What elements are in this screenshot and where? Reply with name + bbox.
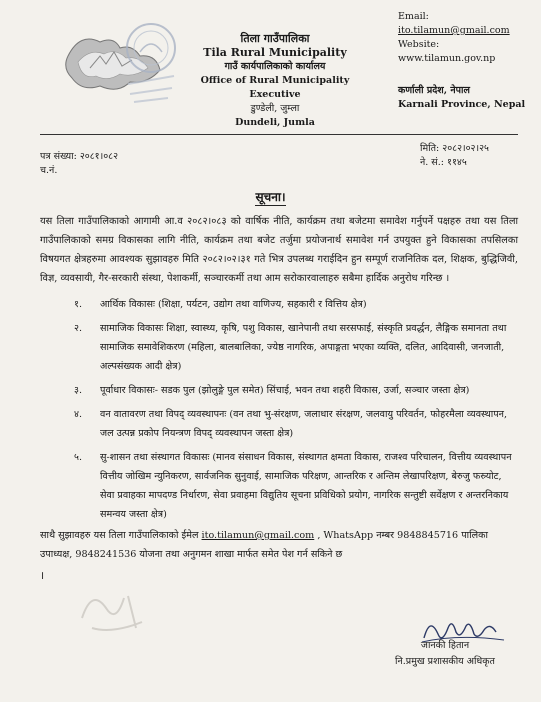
letter-number-line <box>40 150 118 164</box>
date-line <box>420 142 489 156</box>
list-item <box>74 381 514 400</box>
letterhead-contact <box>398 10 538 112</box>
list-item-text: सु-शासन तथा संस्थागत विकासः (मानव संसाधन विकास, संस्थागत क्षमता विकास, राजश्व परिचालन, वित्तीय व्यवस्थापन वित्तीय जोखिम न्युनिकरण, सार्वजनिक सुनुवाई, सामाजिक परिक्षण, आन्तरिक र अन्तिम लेखापरिक्षण, बेरुजु फस्र्याेट, सेवा प्रवाहका मापदण्ड निर्धारण, सेवा प्रवाहमा विद्युतिय सूचना प्रविधिको प्रयोग, नागरिक सन्तुष्टी सर्वेक्षण र अन्तरनिकाय समन्वय जस्ता क्षेत्र) <box>100 452 512 520</box>
header-email-link[interactable]: ito.tilamun@gmail.com <box>398 25 510 36</box>
nepal-sambat-label: ने. सं.: <box>420 157 444 168</box>
letter-number: २०८१।०८२ <box>79 151 119 162</box>
list-item-number: ५. <box>74 452 83 463</box>
office-name-en: Office of Rural Municipality Executive <box>200 75 350 100</box>
list-item <box>74 448 514 524</box>
signatory-designation: नि.प्रमुख प्रशासकीय अधिकृत <box>395 656 495 667</box>
list-item-text: आर्थिक विकासः (शिक्षा, पर्यटन, उद्योग तथा वाणिज्य, सहकारी र वित्तिय क्षेत्र) <box>100 299 367 310</box>
list-item-number: ३. <box>74 385 83 396</box>
nepal-sambat-number: ११४५ <box>447 157 467 168</box>
province-np: कर्णाली प्रदेश, नेपाल <box>398 85 470 96</box>
letter-date: २०८२।०२।२५ <box>442 143 489 154</box>
notice-title: सूचना। <box>255 190 286 204</box>
office-name-np: गाउँ कार्यपालिकाको कार्यालय <box>224 61 326 72</box>
address-np: डुण्डेली, जुम्ला <box>250 103 300 114</box>
list-item-text: सामाजिक विकासः शिक्षा, स्वास्थ्य, कृषि, पशु विकास, खानेपानी तथा सरसफाई, संस्कृति प्रवर्द्धन, लैङ्गिक समानता तथा सामाजिक समावेशिकरण (महिला, बालबालिका, ज्येष्ठ नागरिक, अपाङ्गता भएका व्यक्ति, दलित, आदिवासी, जनजाती, अल्पसंख्यक आदी क्षेत्र) <box>100 323 507 372</box>
dispatch-number-label: च.नं. <box>40 165 58 176</box>
notice-body-paragraph: यस तिला गाउँपालिकाको आगामी आ.व २०८२।०८३ को वार्षिक नीति, कार्यक्रम तथा बजेटमा समावेश गर्नुपर्ने पक्षहरु तथा यस तिला गाउँपालिकाको समग्र विकासका लागि नीति, कार्यक्रम तथा बजेट तर्जुमा प्रयोजनार्थ समावेश गर्न उपयुक्त हुने विकासका तपसिलका विषयगत क्षेत्रहरुमा आवश्यक सुझावहरु मिति २०८२।०२।३१ गते भित्र उपलब्ध गराईदिन हुन सम्पूर्ण राजनितिक दल, शिक्षक, बुद्धिजिवी, विज्ञ, व्यवसायी, गैर-सरकारी संस्था, पेशाकर्मी, सञ्चारकर्मी तथा आम सरोकारवालाहरु सबैमा हार्दिक अनुरोध गरिन्छ । <box>40 216 518 284</box>
closing-text-before-email: साथै सुझावहरु यस तिला गाउँपालिकाको ईमेल <box>40 530 199 541</box>
header-website-link[interactable]: www.tilamun.gov.np <box>398 53 496 64</box>
list-item-text: पूर्वाधार विकासः- सडक पुल (झोलुङ्गे पुल समेत) सिंचाई, भवन तथा शहरी विकास, उर्जा, सञ्चार जस्ता क्षेत्र) <box>100 385 470 396</box>
list-item-number: १. <box>74 299 83 310</box>
closing-email-link[interactable]: ito.tilamun@gmail.com <box>201 530 315 541</box>
closing-text-after-email: , WhatsApp नम्बर 9848845716 पालिका उपाध्यक्ष, 9848241536 योजना तथा अनुगमन शाखा मार्फत समेत पेश गर्न सकिने छ <box>40 530 488 560</box>
thematic-areas-list <box>74 295 514 529</box>
letter-reference <box>40 150 118 178</box>
text-cursor-mark: । <box>40 569 45 582</box>
signatory-block <box>370 638 520 670</box>
website-line <box>398 38 538 66</box>
office-stamp-seal <box>118 18 184 106</box>
list-item <box>74 405 514 443</box>
nepal-sambat-line <box>420 156 489 170</box>
letterhead-center <box>180 32 370 130</box>
signatory-name: जानकी हितान <box>420 640 470 651</box>
list-item <box>74 319 514 376</box>
list-item <box>74 295 514 314</box>
province-en: Karnali Province, Nepal <box>398 99 526 110</box>
email-line <box>398 10 538 38</box>
date-label: मिति: <box>420 143 440 154</box>
email-label: Email: <box>398 11 429 22</box>
org-name-np: तिला गाउँपालिका <box>240 32 310 45</box>
address-en: Dundeli, Jumla <box>235 117 315 128</box>
list-item-text: वन वातावरण तथा विपद् व्यवस्थापनः (वन तथा भु-संरक्षण, जलाधार संरक्षण, जलवायु परिवर्तन, फोहरमैला व्यवस्थापन, जल उत्पन्न प्रकोप नियन्त्रण विपद् व्यवस्थापन जस्ता क्षेत्र) <box>100 409 508 439</box>
closing-paragraph <box>40 526 518 564</box>
faint-background-marks <box>72 578 152 638</box>
header-divider <box>40 134 518 135</box>
letter-date-block <box>420 142 489 170</box>
website-label: Website: <box>398 39 440 50</box>
list-item-number: २. <box>74 323 83 334</box>
org-name-en: Tila Rural Municipality <box>203 46 347 59</box>
letter-number-label: पत्र संख्या: <box>40 151 77 162</box>
list-item-number: ४. <box>74 409 83 420</box>
